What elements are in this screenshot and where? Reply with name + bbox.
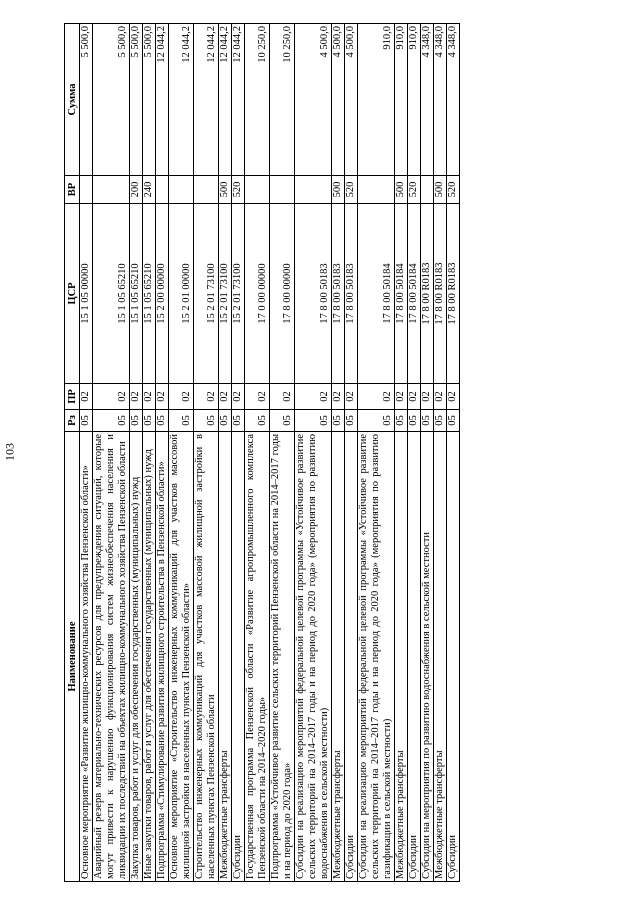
cell-pr: 02 xyxy=(270,384,295,410)
cell-pr: 02 xyxy=(447,384,460,410)
cell-pr: 02 xyxy=(169,384,194,410)
table-row xyxy=(130,24,143,882)
cell-sum: 12 044,2 xyxy=(169,24,194,176)
cell-csr: 17 8 00 R0183 xyxy=(421,204,434,384)
cell-name: Иные закупки товаров, работ и услуг для обеспечения государственных (муниципальных) нужд xyxy=(143,432,156,882)
cell-rz: 05 xyxy=(80,410,93,432)
table-row xyxy=(358,24,395,882)
cell-name: Субсидии xyxy=(408,432,421,882)
cell-pr: 02 xyxy=(80,384,93,410)
cell-sum: 12 044,2 xyxy=(156,24,169,176)
cell-name: Подпрограмма «Стимулирование развития жилищного строительства в Пензенской области» xyxy=(156,432,169,882)
cell-name: Межбюджетные трансферты xyxy=(332,432,345,882)
cell-name: Субсидии xyxy=(447,432,460,882)
table-row xyxy=(80,24,93,882)
table-row xyxy=(93,24,130,882)
cell-rz: 05 xyxy=(143,410,156,432)
cell-rz: 05 xyxy=(358,410,395,432)
cell-pr: 02 xyxy=(295,384,332,410)
cell-csr: 15 2 00 00000 xyxy=(156,204,169,384)
cell-pr: 02 xyxy=(219,384,232,410)
cell-pr: 02 xyxy=(358,384,395,410)
cell-rz: 05 xyxy=(232,410,245,432)
cell-csr: 17 8 00 50183 xyxy=(332,204,345,384)
table-row xyxy=(245,24,270,882)
header-csr: ЦСР xyxy=(65,204,80,384)
cell-rz: 05 xyxy=(169,410,194,432)
cell-csr: 17 8 00 R0183 xyxy=(434,204,447,384)
cell-rz: 05 xyxy=(295,410,332,432)
cell-sum: 910,0 xyxy=(408,24,421,176)
cell-name: Субсидии на мероприятия по развитию водоснабжения в сельской местности xyxy=(421,432,434,882)
cell-pr: 02 xyxy=(130,384,143,410)
cell-name: Межбюджетные трансферты xyxy=(219,432,232,882)
cell-sum: 4 348,0 xyxy=(447,24,460,176)
cell-sum: 5 500,0 xyxy=(130,24,143,176)
cell-vr xyxy=(358,176,395,204)
cell-sum: 910,0 xyxy=(395,24,408,176)
header-sum: Сумма xyxy=(65,24,80,176)
page-number xyxy=(2,443,26,461)
cell-vr: 500 xyxy=(395,176,408,204)
cell-sum: 4 500,0 xyxy=(332,24,345,176)
table-row xyxy=(345,24,358,882)
cell-vr: 500 xyxy=(332,176,345,204)
cell-pr: 02 xyxy=(345,384,358,410)
header-vr: ВР xyxy=(65,176,80,204)
cell-csr: 17 8 00 50183 xyxy=(295,204,332,384)
cell-sum: 4 348,0 xyxy=(434,24,447,176)
table-row xyxy=(169,24,194,882)
cell-pr: 02 xyxy=(421,384,434,410)
header-pr: ПР xyxy=(65,384,80,410)
cell-csr: 17 0 00 00000 xyxy=(245,204,270,384)
table-row xyxy=(408,24,421,882)
table-row xyxy=(156,24,169,882)
table-row xyxy=(395,24,408,882)
cell-name: Основное мероприятие «Развитие жилищно-коммунального хозяйства Пензенской области» xyxy=(80,432,93,882)
table-row xyxy=(232,24,245,882)
cell-rz: 05 xyxy=(156,410,169,432)
cell-name: Строительство инженерных коммуникаций для участков массовой жилищной застройки в населенных пунктах Пензенской области xyxy=(194,432,219,882)
cell-sum: 910,0 xyxy=(358,24,395,176)
cell-pr: 02 xyxy=(395,384,408,410)
cell-vr xyxy=(245,176,270,204)
cell-vr: 520 xyxy=(345,176,358,204)
table-row xyxy=(295,24,332,882)
cell-vr xyxy=(156,176,169,204)
cell-name: Подпрограмма «Устойчивое развитие сельских территорий Пензенской области на 2014–2017 годы и на период до 2020 года» xyxy=(270,432,295,882)
table-row xyxy=(421,24,434,882)
cell-name: Субсидии на реализацию мероприятий федеральной целевой программы «Устойчивое развитие сельских территорий на 2014–2017 годы и на период до 2020 года» (мероприятия по развитию водоснабжения в сельской местности) xyxy=(295,432,332,882)
cell-rz: 05 xyxy=(93,410,130,432)
cell-vr xyxy=(295,176,332,204)
cell-sum: 10 250,0 xyxy=(270,24,295,176)
cell-vr xyxy=(169,176,194,204)
cell-sum: 10 250,0 xyxy=(245,24,270,176)
cell-pr: 02 xyxy=(434,384,447,410)
table-row xyxy=(332,24,345,882)
header-rz: Рз xyxy=(65,410,80,432)
cell-pr: 02 xyxy=(156,384,169,410)
cell-csr: 15 1 05 65210 xyxy=(143,204,156,384)
cell-csr: 17 8 00 50184 xyxy=(408,204,421,384)
cell-vr xyxy=(194,176,219,204)
page-number-text: 103 xyxy=(2,443,17,461)
cell-name: Аварийный резерв материально-технических ресурсов для предупреждения ситуаций, которые могут привести к нарушению функционирования систем жизнеобеспечения населения и ликвидации их последствий на объектах жилищно-коммунального хозяйства Пензенской области xyxy=(93,432,130,882)
cell-vr: 200 xyxy=(130,176,143,204)
budget-table-sheet xyxy=(64,24,589,882)
cell-rz: 05 xyxy=(270,410,295,432)
cell-vr: 520 xyxy=(232,176,245,204)
cell-sum: 12 044,2 xyxy=(219,24,232,176)
cell-sum: 12 044,2 xyxy=(232,24,245,176)
cell-sum: 4 500,0 xyxy=(345,24,358,176)
budget-table xyxy=(64,23,460,882)
cell-pr: 02 xyxy=(245,384,270,410)
cell-csr: 15 2 01 73100 xyxy=(232,204,245,384)
cell-vr: 520 xyxy=(408,176,421,204)
cell-rz: 05 xyxy=(194,410,219,432)
cell-name: Субсидии xyxy=(232,432,245,882)
cell-rz: 05 xyxy=(245,410,270,432)
cell-csr: 15 1 05 65210 xyxy=(93,204,130,384)
cell-csr: 17 8 00 50184 xyxy=(395,204,408,384)
cell-vr: 240 xyxy=(143,176,156,204)
cell-rz: 05 xyxy=(219,410,232,432)
cell-vr: 520 xyxy=(447,176,460,204)
table-row xyxy=(143,24,156,882)
cell-vr xyxy=(93,176,130,204)
cell-name: Закупка товаров, работ и услуг для обеспечения государственных (муниципальных) нужд xyxy=(130,432,143,882)
cell-name: Межбюджетные трансферты xyxy=(395,432,408,882)
table-row xyxy=(447,24,460,882)
cell-vr xyxy=(270,176,295,204)
cell-csr: 17 8 00 00000 xyxy=(270,204,295,384)
cell-csr: 15 2 01 00000 xyxy=(169,204,194,384)
cell-name: Межбюджетные трансферты xyxy=(434,432,447,882)
table-row xyxy=(219,24,232,882)
cell-pr: 02 xyxy=(232,384,245,410)
cell-vr xyxy=(80,176,93,204)
cell-vr: 500 xyxy=(434,176,447,204)
cell-csr: 17 8 00 50184 xyxy=(358,204,395,384)
table-row xyxy=(270,24,295,882)
cell-pr: 02 xyxy=(408,384,421,410)
table-header-row xyxy=(65,24,80,882)
cell-name: Субсидии xyxy=(345,432,358,882)
cell-pr: 02 xyxy=(332,384,345,410)
cell-rz: 05 xyxy=(345,410,358,432)
cell-csr: 15 1 05 00000 xyxy=(80,204,93,384)
cell-vr xyxy=(421,176,434,204)
cell-sum: 12 044,2 xyxy=(194,24,219,176)
cell-rz: 05 xyxy=(130,410,143,432)
cell-pr: 02 xyxy=(194,384,219,410)
cell-name: Основное мероприятие «Строительство инженерных коммуникаций для участков массовой жилищной застройки в населенных пунктах Пензенской области» xyxy=(169,432,194,882)
cell-csr: 17 8 00 50183 xyxy=(345,204,358,384)
cell-name: Государственная программа Пензенской области «Развитие агропромышленного комплекса Пензенской области на 2014–2020 годы» xyxy=(245,432,270,882)
cell-name: Субсидии на реализацию мероприятий федеральной целевой программы «Устойчивое развитие сельских территорий на 2014–2017 годы и на период до 2020 года» (мероприятия по развитию газификации в сельской местности) xyxy=(358,432,395,882)
cell-sum: 5 500,0 xyxy=(80,24,93,176)
table-row xyxy=(194,24,219,882)
header-name: Наименование xyxy=(65,432,80,882)
cell-sum: 4 348,0 xyxy=(421,24,434,176)
cell-rz: 05 xyxy=(408,410,421,432)
cell-rz: 05 xyxy=(332,410,345,432)
cell-csr: 15 2 01 73100 xyxy=(194,204,219,384)
cell-pr: 02 xyxy=(93,384,130,410)
cell-sum: 5 500,0 xyxy=(93,24,130,176)
cell-sum: 4 500,0 xyxy=(295,24,332,176)
cell-csr: 15 2 01 73100 xyxy=(219,204,232,384)
cell-pr: 02 xyxy=(143,384,156,410)
cell-rz: 05 xyxy=(395,410,408,432)
cell-vr: 500 xyxy=(219,176,232,204)
table-row xyxy=(434,24,447,882)
cell-sum: 5 500,0 xyxy=(143,24,156,176)
table-body xyxy=(80,24,460,882)
cell-rz: 05 xyxy=(421,410,434,432)
cell-csr: 15 1 05 65210 xyxy=(130,204,143,384)
cell-rz: 05 xyxy=(447,410,460,432)
cell-csr: 17 8 00 R0183 xyxy=(447,204,460,384)
cell-rz: 05 xyxy=(434,410,447,432)
